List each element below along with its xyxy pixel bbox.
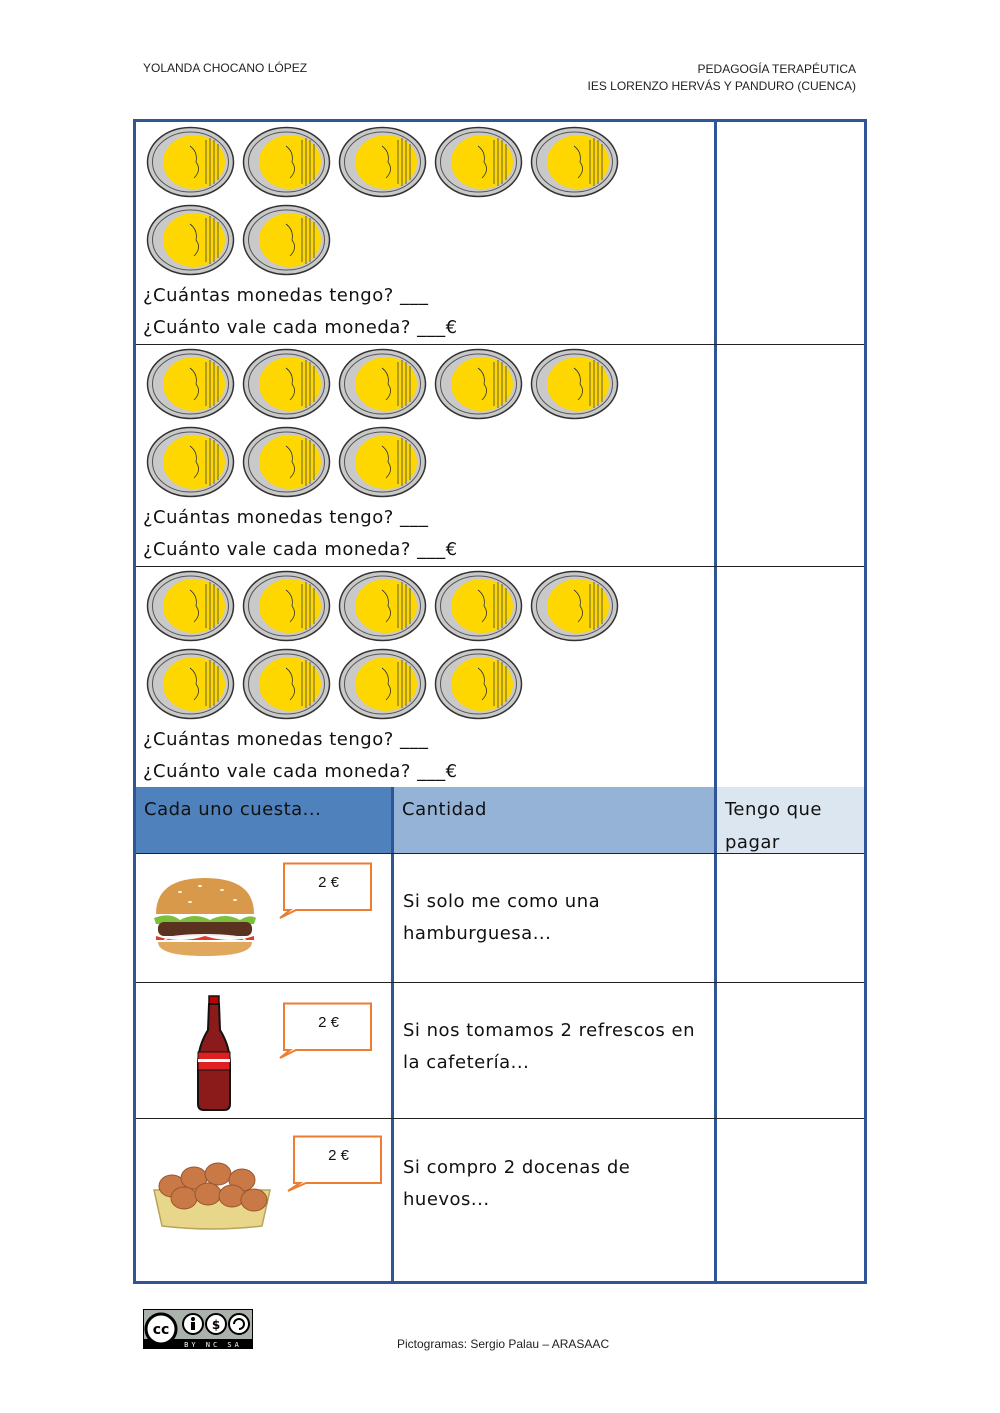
question-coin-value: ¿Cuánto vale cada moneda? ___€ <box>143 539 458 560</box>
soda-bottle-icon <box>196 994 232 1112</box>
department-name: PEDAGOGÍA TERAPÉUTICA <box>697 62 856 76</box>
coin-row <box>146 348 619 420</box>
coin-exercise-2 <box>136 344 714 566</box>
two-euro-coin-icon <box>434 126 523 198</box>
two-euro-coin-icon <box>242 126 331 198</box>
two-euro-coin-icon <box>434 348 523 420</box>
two-euro-coin-icon <box>146 426 235 498</box>
two-euro-coin-icon <box>338 426 427 498</box>
school-name: IES LORENZO HERVÁS Y PANDURO (CUENCA) <box>587 79 856 93</box>
col-header-total-label: Tengo que pagar <box>725 799 822 853</box>
question-coin-value: ¿Cuánto vale cada moneda? ___€ <box>143 761 458 782</box>
two-euro-coin-icon <box>434 570 523 642</box>
coin-row <box>146 426 427 498</box>
two-euro-coin-icon <box>242 426 331 498</box>
two-euro-coin-icon <box>242 648 331 720</box>
question-coin-value: ¿Cuánto vale cada moneda? ___€ <box>143 317 458 338</box>
row-divider <box>136 982 864 983</box>
two-euro-coin-icon <box>146 348 235 420</box>
two-euro-coin-icon <box>146 126 235 198</box>
coin-exercise-1 <box>136 122 714 344</box>
coin-row <box>146 204 331 276</box>
author-name: YOLANDA CHOCANO LÓPEZ <box>143 61 308 75</box>
price-speech-bubble <box>278 1002 374 1062</box>
coin-row <box>146 570 619 642</box>
coin-row <box>146 126 619 198</box>
quantity-question: Si compro 2 docenas de huevos... <box>403 1157 631 1210</box>
svg-text:$: $ <box>211 1318 221 1332</box>
svg-text:cc: cc <box>152 1322 170 1338</box>
license-label: BY NC SA <box>184 1341 242 1349</box>
price-speech-bubble <box>286 1135 384 1195</box>
two-euro-coin-icon <box>338 126 427 198</box>
worksheet-table <box>133 119 867 1284</box>
coin-exercise-3 <box>136 566 714 787</box>
egg-carton-icon <box>150 1150 274 1232</box>
two-euro-coin-icon <box>146 570 235 642</box>
price-label: 2 € <box>328 1147 349 1164</box>
hamburger-icon <box>150 874 260 960</box>
quantity-question: Si nos tomamos 2 refrescos en la cafetería... <box>403 1020 695 1073</box>
col-header-price <box>136 787 391 853</box>
question-how-many-coins: ¿Cuántas monedas tengo? ___ <box>143 729 429 750</box>
col-header-quantity-label: Cantidad <box>402 799 487 820</box>
question-how-many-coins: ¿Cuántas monedas tengo? ___ <box>143 285 429 306</box>
two-euro-coin-icon <box>242 570 331 642</box>
pictogram-credits: Pictogramas: Sergio Palau – ARASAAC <box>397 1337 610 1351</box>
question-how-many-coins: ¿Cuántas monedas tengo? ___ <box>143 507 429 528</box>
two-euro-coin-icon <box>146 648 235 720</box>
header-right <box>588 61 857 95</box>
creative-commons-license-icon <box>143 1309 253 1349</box>
price-label: 2 € <box>318 874 339 891</box>
two-euro-coin-icon <box>242 348 331 420</box>
coin-row <box>146 648 523 720</box>
two-euro-coin-icon <box>434 648 523 720</box>
divider-col1 <box>391 787 394 1281</box>
two-euro-coin-icon <box>338 348 427 420</box>
two-euro-coin-icon <box>146 204 235 276</box>
col-header-total <box>717 787 864 853</box>
price-label: 2 € <box>318 1014 339 1031</box>
row-divider <box>136 1118 864 1119</box>
quantity-question: Si solo me como una hamburguesa... <box>403 891 601 944</box>
two-euro-coin-icon <box>530 126 619 198</box>
two-euro-coin-icon <box>338 570 427 642</box>
col-header-price-label: Cada uno cuesta... <box>144 799 322 820</box>
price-speech-bubble <box>278 862 374 922</box>
divider-col2 <box>714 122 717 1281</box>
two-euro-coin-icon <box>242 204 331 276</box>
two-euro-coin-icon <box>530 348 619 420</box>
two-euro-coin-icon <box>530 570 619 642</box>
col-header-quantity <box>394 787 714 853</box>
two-euro-coin-icon <box>338 648 427 720</box>
